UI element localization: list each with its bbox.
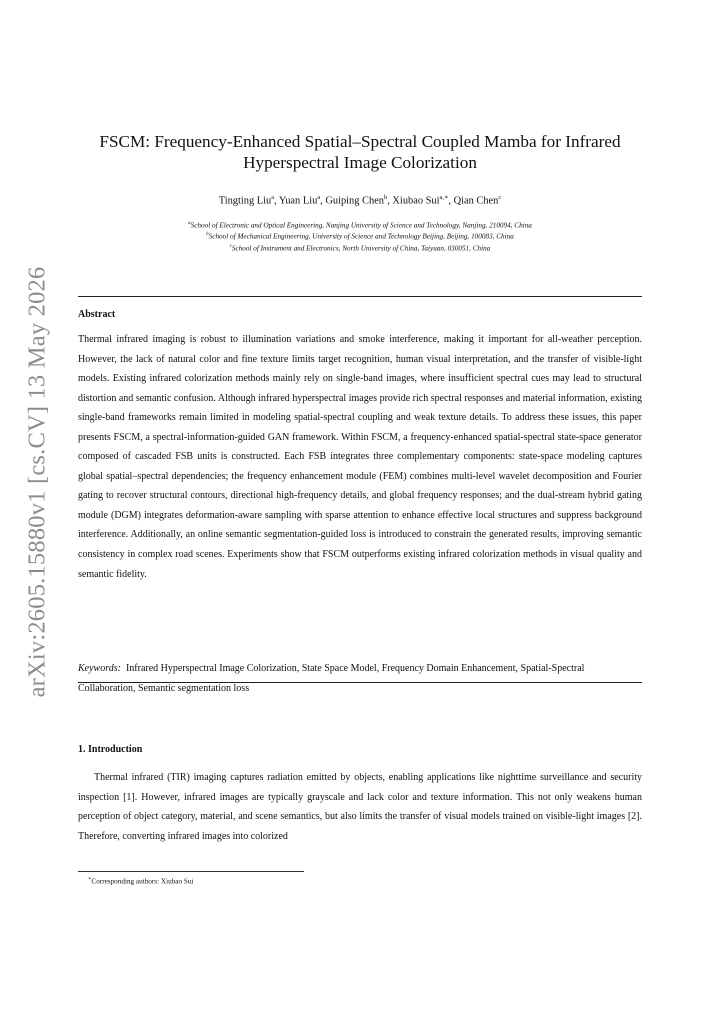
affiliation-text: School of Electronic and Optical Engineering, Nanjing University of Science and Technology, Nanjing, 210094, China	[190, 221, 532, 230]
affiliation-mark: c	[229, 243, 232, 249]
abstract-text: Thermal infrared imaging is robust to illumination variations and smoke interference, making it important for all-weather perception. However, the lack of natural color and fine texture limits target recognition, human visual interpretation, and the transfer of visible-light models. Existing infrared colorization methods mainly rely on single-band images, where insufficient spectral cues may lead to structural distortion and semantic confusion. Although infrared hyperspectral images provide rich spectral responses and material information, existing single-band frameworks remain limited in modeling spatial-spectral coupling and weak texture details. To address these issues, this paper presents FSCM, a spectral-information-guided GAN framework. Within FSCM, a frequency-enhanced spatial-spectral state-space generator composed of cascaded FSB units is constructed. Each FSB integrates three complementary components: state-space modeling captures global spatial–spectral dependencies; the frequency enhancement module (FEM) combines multi-level wavelet decomposition and Fourier gating to recover structural contours, directional high-frequency details, and global frequency responses; and the dual-stream hybrid gating module (DGM) integrates deformation-aware sampling with sparse attention to enhance effective local structures and suppress background interference. Additionally, an online semantic segmentation-guided loss is introduced to constrain the generated results, improving semantic consistency in complex road scenes. Experiments show that FSCM outperforms existing infrared colorization methods in visual quality and semantic fidelity.	[78, 334, 642, 580]
introduction-heading: 1. Introduction	[78, 744, 143, 755]
abstract-bottom-rule	[78, 682, 642, 683]
abstract-top-rule	[78, 296, 642, 297]
affiliation-item	[78, 230, 642, 241]
author-name: Guiping Chen	[325, 195, 384, 207]
affiliation-item	[78, 242, 642, 253]
affiliation-list	[78, 219, 642, 253]
keywords	[78, 659, 642, 698]
footnote-text: Corresponding authors: Xiubao Sui	[91, 877, 194, 886]
introduction-text: Thermal infrared (TIR) imaging captures radiation emitted by objects, enabling applications like nighttime surveillance and security inspection [1]. However, infrared images are typically grayscale and lack color and texture information. This not only weakens human perception of object category, material, and scene semantics, but also limits the transfer of visual models trained on visible-light images [2]. Therefore, converting infrared images into colorized	[78, 772, 642, 842]
author-list: Tingting Liu$^a$, Yuan Liu$^a$, Guiping Chen$^b$, Xiubao Sui$^{a,∗}$, Qian Chen$^c$	[218, 194, 502, 207]
author-affiliation-mark: b	[383, 194, 388, 201]
author-affiliation-mark: a	[271, 194, 275, 201]
affiliation-text: School of Instrument and Electronics, North University of China, Taiyuan, 030051, China	[231, 244, 491, 253]
author-name: Xiubao Sui	[392, 195, 440, 207]
keywords-text: Infrared Hyperspectral Image Colorization, State Space Model, Frequency Domain Enhancement, Spatial-Spectral Collaboration, Semantic segmentation loss	[78, 663, 585, 694]
author-name: Qian Chen	[453, 195, 499, 207]
title-line-1: FSCM: Frequency-Enhanced Spatial–Spectral Coupled Mamba for Infrared	[99, 132, 621, 151]
author-affiliation-mark: a,∗	[439, 194, 449, 201]
author-affiliation-mark: a	[317, 194, 321, 201]
paper-title	[78, 131, 642, 173]
footnote-rule	[78, 871, 304, 872]
author-name: Yuan Liu	[278, 195, 318, 207]
affiliation-item	[78, 219, 642, 230]
arxiv-identifier	[18, 266, 56, 698]
keywords-label: Keywords:	[78, 663, 121, 674]
abstract-heading: Abstract	[78, 309, 116, 320]
affiliation-mark: a	[188, 221, 191, 226]
author-affiliation-mark: c	[498, 194, 502, 201]
title-line-2: Hyperspectral Image Colorization	[243, 153, 477, 172]
author-name: Tingting Liu	[218, 195, 272, 207]
arxiv-identifier-text: arXiv:2605.15880v1 [cs.CV] 13 May 2026	[23, 266, 51, 698]
footnote-mark: ∗	[88, 877, 92, 882]
footnote	[88, 876, 193, 885]
affiliation-text: School of Mechanical Engineering, University of Science and Technology Beijing, Beijing, 100083, China	[208, 232, 514, 241]
affiliation-mark: b	[206, 232, 209, 238]
